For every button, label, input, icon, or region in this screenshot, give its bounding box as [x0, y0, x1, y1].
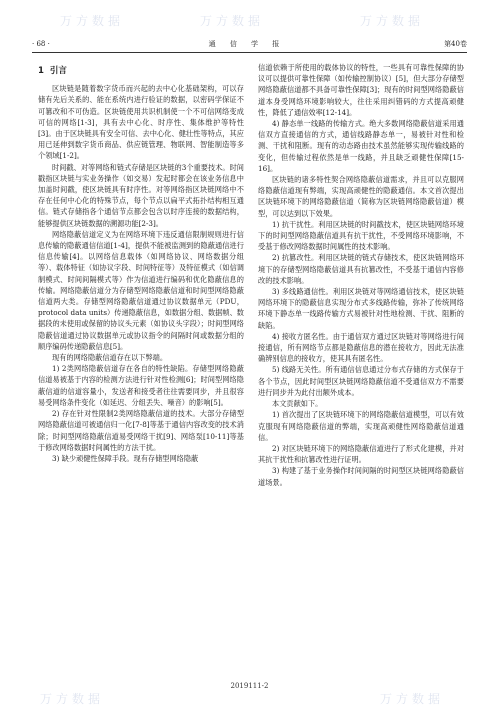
watermark: 万方数据 — [60, 14, 125, 28]
running-header — [32, 38, 467, 53]
paragraph: 2) 对区块链环境下的网络隐蔽信道进行了形式化建模，并对其抗干扰性和抗篡改性进行证明。 — [258, 443, 464, 465]
volume-label: 第40卷 — [444, 40, 467, 48]
paragraph: 1) 2类网络隐蔽信道存在各自的特性缺陷。存储型网络隐蔽信道易被基于内容的检测方法进行针对性检测[6]；时间型网络隐蔽信道的信道容量小，发送者和接受者往往需要同步，并且很容易受网络条件变化（如延迟、分组丢失、噪音）的影响[5]。 — [38, 364, 244, 407]
paragraph: 3) 多线路通信性。利用区块链对等网络通信技术，使区块链网络环境下的隐蔽信息实现分布式多线路传输，弥补了传统网络环境下静态单一线路传输方式易被针对性地检测、干扰、阻断的缺陷。 — [258, 287, 464, 330]
paragraph: 1) 抗干扰性。利用区块链的时间戳技术，使区块链网络环境下的时间型网络隐蔽信道具有抗干扰性，不受网络环境影响，不受基于修改网络数据时间属性的技术影响。 — [258, 219, 464, 252]
paragraph: 区块链的诸多特性契合网络隐蔽信道需求，并且可以克服网络隐蔽信道现有弊端，实现高顽健性的隐蔽通信。本文首次提出区块链环境下的网络隐蔽信道（简称为区块链网络隐蔽信道）模型，可以达到以下效果。 — [258, 175, 464, 218]
watermark: 万方数据 — [40, 692, 105, 706]
paragraph: 时间戳、对等网络和链式存储是区块链的3个重要技术。时间戳指区块链与实业务操作（如交易）发起时都会在该业务信息中加盖时间戳，使区块链具有时序性。对等网络指区块链网络中不存在任何中心化的特殊节点，每个节点以扁平式拓扑结构相互通信。链式存储指各个通信节点都会包含以时序连接的数据结构，能够提供区块链数据的溯源功能[2-3]。 — [38, 162, 244, 228]
paragraph: 2) 抗篡改性。利用区块链的链式存储技术，使区块链网络环境下的存储型网络隐蔽信道具有抗篡改性，不受基于通信内容修改的技术影响。 — [258, 253, 464, 285]
paragraph: 1) 首次提出了区块链环境下的网络隐蔽信道模型，可以有效克服现有网络隐蔽信道的弊端，实现高顽健性网络隐蔽信道通信。 — [258, 410, 464, 442]
paragraph: 现有的网络隐蔽信道存在以下弊端。 — [52, 353, 168, 363]
section-number: 1 — [38, 66, 44, 76]
paragraph: 4) 接收方匿名性。由于通信双方通过区块链对等网络进行间接通信，所有网络节点都是隐蔽信息的潜在接收方，因此无法准确辨别信息的接收方，使其具有匿名性。 — [258, 331, 464, 364]
paragraph: 3) 构建了基于业务操作时间间隔的时间型区块链网络隐蔽信道场景。 — [258, 466, 464, 487]
right-column — [258, 62, 464, 488]
paragraph: 区块链是随着数字货币而兴起的去中心化基础架构，可以存储有先后关系的、能在系统内进行验证的数据，以密码学保证不可篡改和不可伪造。区块链使用共识机制使一个不可信网络变成可信的网络[1-3]，具有去中心化、时序性、集体维护等特性[3]。由于区块链具有安全可信、去中心化、健壮性等特点，其应用已延伸到数字货币商品、供应链管理、物联网、智能制造等多个领域[1-2]。 — [38, 84, 244, 161]
watermark: 万方数据 — [200, 14, 265, 28]
paragraph: 5) 线路无关性。所有通信信息通过分布式存储的方式保存于各个节点，因此时间型区块链网络隐蔽信道不受通信双方不需要进行同步并为此付出额外成本。 — [258, 365, 464, 397]
paragraph: 信道依赖于所使用的载体协议的特性，一些具有可靠性保障的协议可以提供可靠性保障（如传输控制协议）[5]，但大部分存储型网络隐蔽信道都不具备可靠性保障[3]；现有的时间型网络隐蔽信道本身受网络环境影响较大，往往采用纠错码的方式提高顽健性，降低了通信效率[12-14]。 — [258, 63, 464, 117]
watermark: 万方数据 — [360, 14, 425, 28]
page-footer: 2019111-2 — [230, 682, 269, 690]
paragraph: 网络隐蔽信道定义为在网络环境下违反通信限制规则进行信息传输的隐蔽通信信道[1-4]，提供不能被监测到的隐蔽通信进行信息传输[4]。以网络信息载体（如网络协议、网络数据分组等）、载体特征（如协议字段、时间特征等）及特征模式（如信调制模式、时间间隔模式等）作为信道进行编码和优化隐蔽信息的传输。网络隐蔽信道分为存储型网络隐蔽信道和时间型网络隐蔽信道两大类。存储型网络隐蔽信道通过协议数据单元（PDU，protocol data units）传递隐蔽信息，如数据分组、数据帧、数据段的未使用或保留的协议头元素（如协议头字段）；时间型网络隐蔽信道通过协议数据单元或协议指令的间隔时间或数据分组的顺序编码传递隐蔽信息[5]。 — [38, 229, 244, 351]
paragraph: 3) 缺少顽健性保障手段。现有存储型网络隐蔽 — [52, 453, 199, 463]
watermark: 万方数据 — [380, 692, 445, 706]
paragraph: 2) 存在针对性限制2类网络隐蔽信道的技术。大部分存储型网络隐蔽信道可被通信归一化[7-8]等基于通信内容改变的技术消除；时间型网络隐蔽信道易受网络干扰[9]、网络泵[10-11]等基于修改网络数据时间属性的方法干扰。 — [38, 409, 244, 452]
section-heading — [38, 66, 244, 77]
paragraph: 4) 静态单一线路的传输方式。绝大多数网络隐蔽信道采用通信双方直接通信的方式，通信线路静态单一，易被针对性和检测、干扰和阻断。现有的动态路由技术虽然能够实现传输线路的变化，但传输过程依然是单一线路，并且缺乏顽健性保障[15-16]。 — [258, 119, 464, 173]
journal-title: 通 信 学 报 — [208, 40, 286, 48]
left-column — [38, 62, 244, 464]
section-title: 引言 — [49, 66, 67, 76]
paragraph: 本文贡献如下。 — [272, 399, 323, 409]
page-number: · 68 · — [32, 40, 50, 48]
